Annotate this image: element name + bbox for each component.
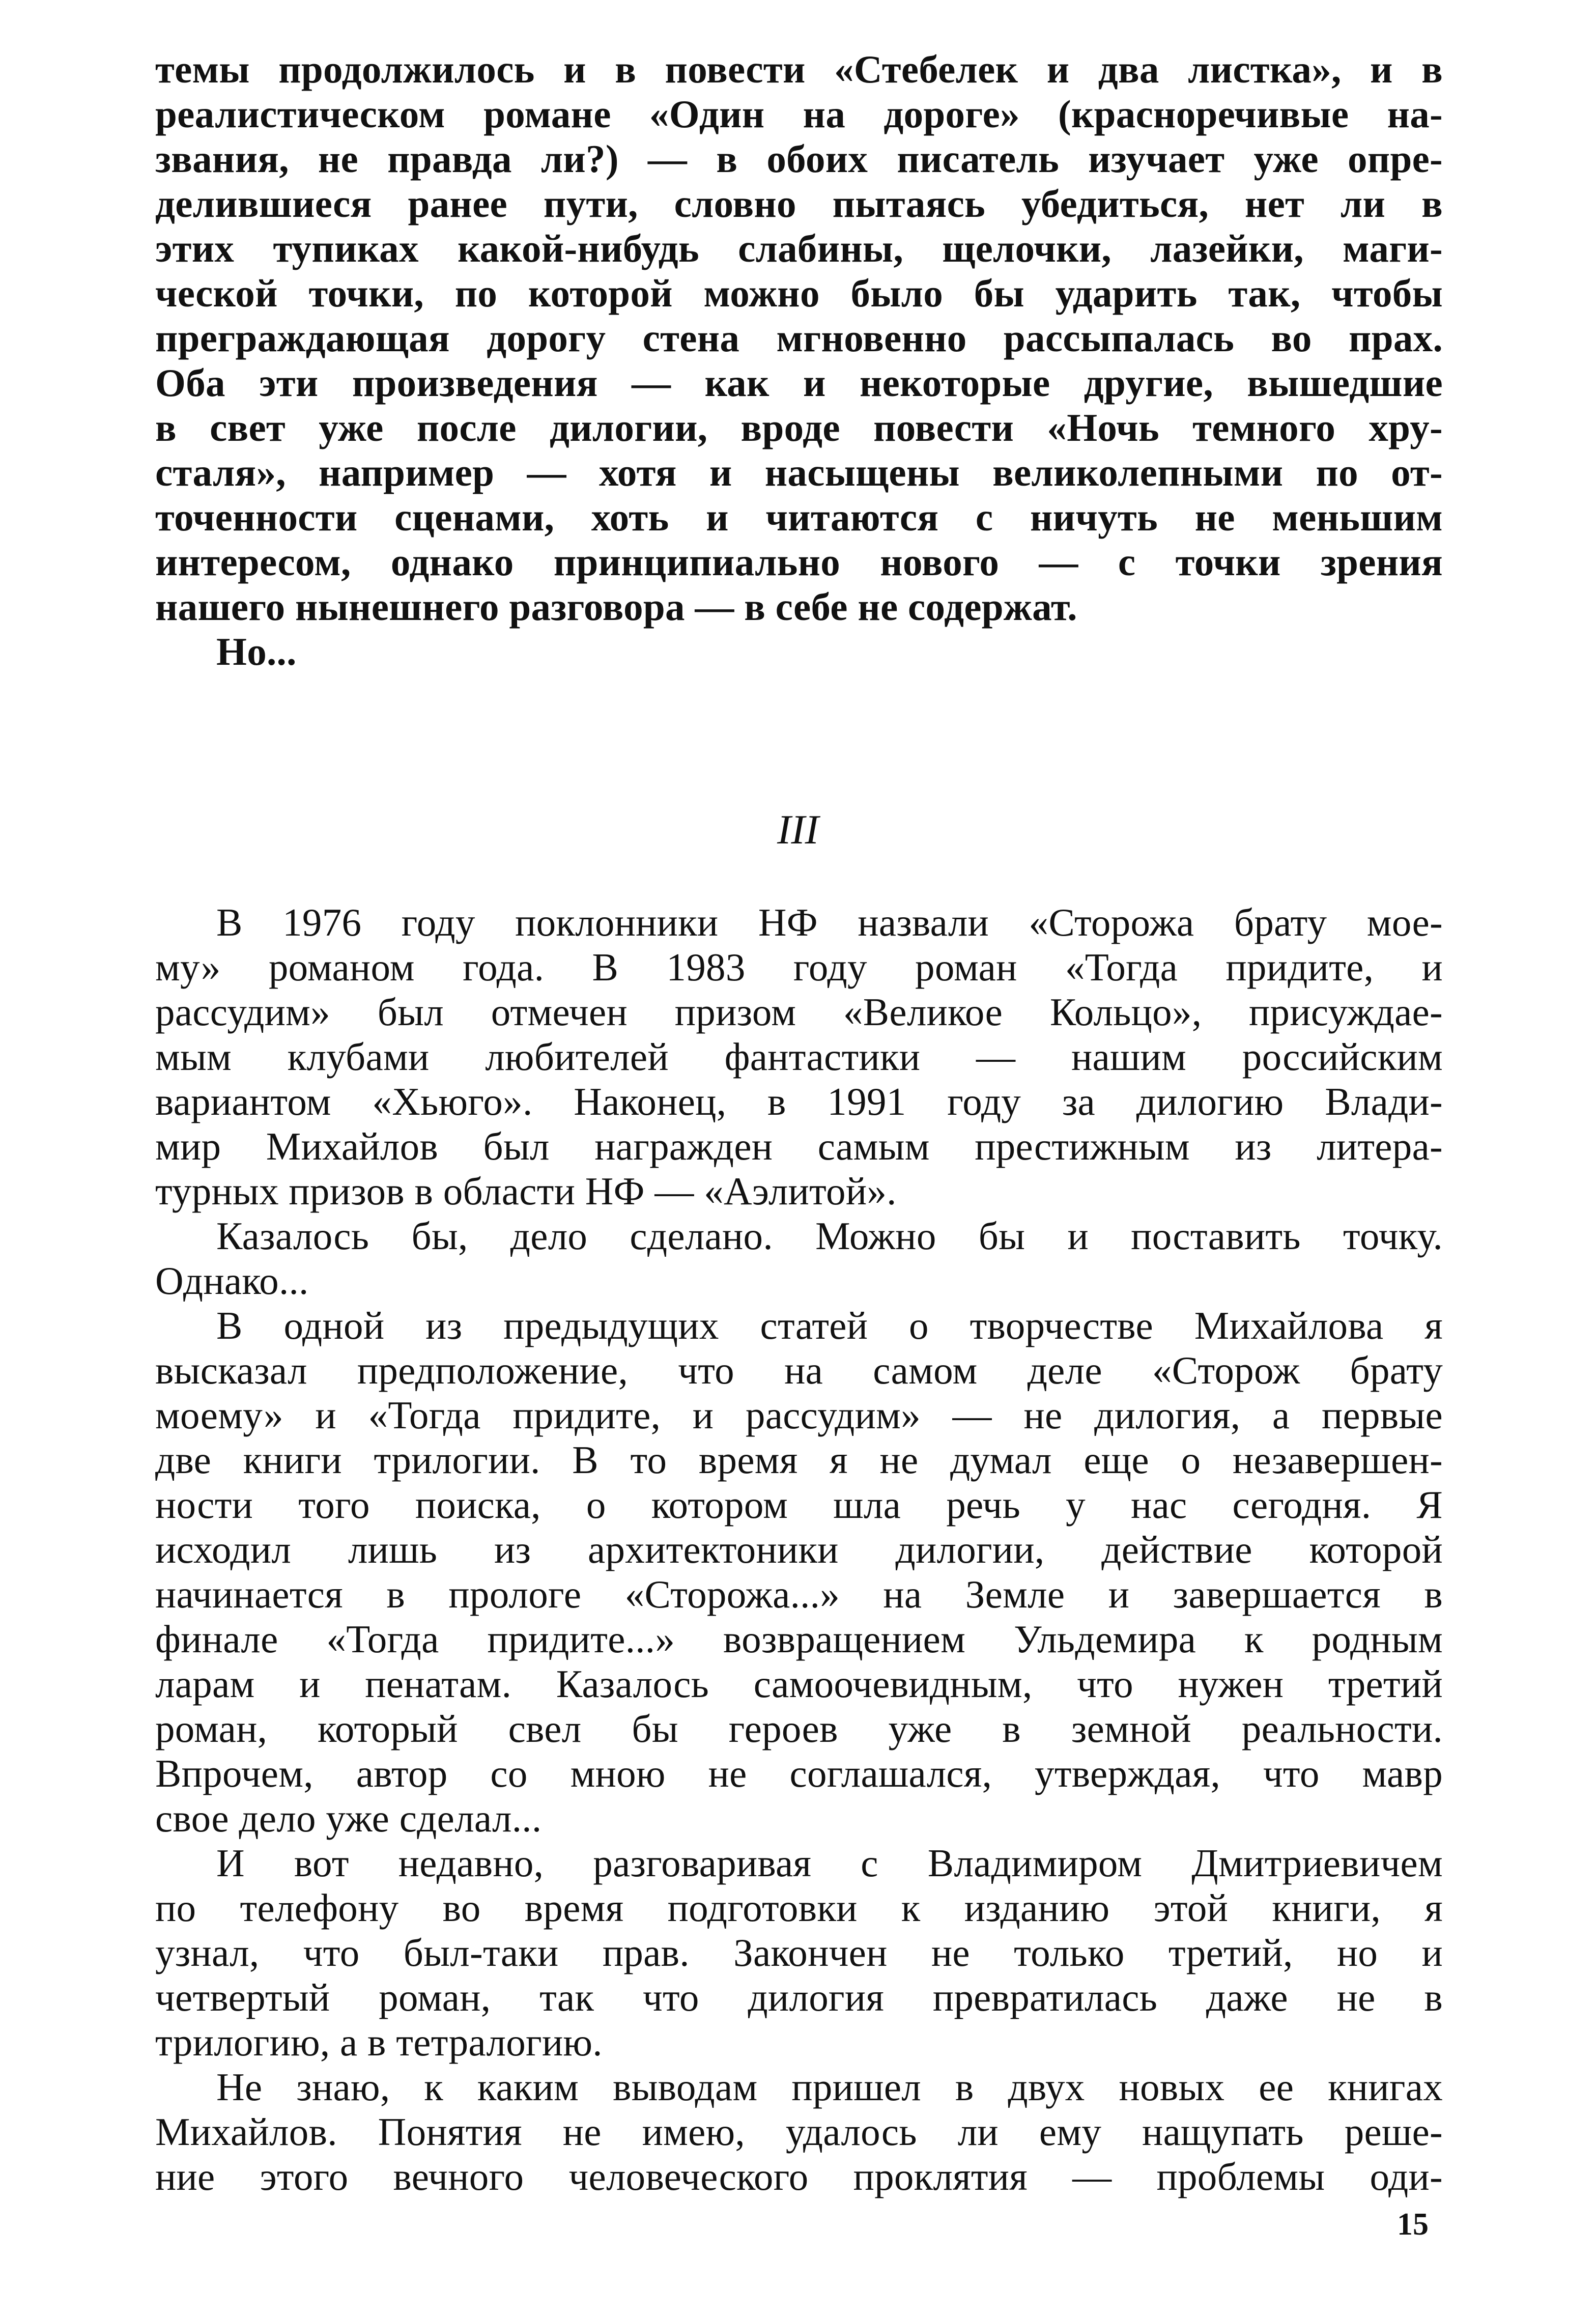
text-line: узнал, что был-таки прав. Закончен не только третий, но и	[155, 1931, 1443, 1974]
text-line: сталя», например — хотя и насыщены великолепными по от-	[155, 450, 1443, 494]
text-line: свое дело уже сделал...	[155, 1796, 542, 1840]
text-line: Михайлов. Понятия не имею, удалось ли ему нащупать реше-	[155, 2110, 1443, 2154]
text-line: четвертый роман, так что дилогия превратилась даже не в	[155, 1975, 1443, 2019]
text-line: ности того поиска, о котором шла речь у нас сегодня. Я	[155, 1483, 1443, 1527]
text-line: турных призов в области НФ — «Аэлитой».	[155, 1169, 897, 1213]
text-line: Впрочем, автор со мною не соглашался, утверждая, что мавр	[155, 1752, 1443, 1795]
text-line: делившиеся ранее пути, словно пытаясь убедиться, нет ли в	[155, 182, 1443, 225]
text-line: темы продолжилось и в повести «Стебелек и два листка», и в	[155, 47, 1443, 91]
text-line: вариантом «Хьюго». Наконец, в 1991 году за дилогию Влади-	[155, 1080, 1443, 1123]
text-line: начинается в прологе «Сторожа...» на Земле и завершается в	[155, 1572, 1443, 1616]
text-line: му» романом года. В 1983 году роман «Тогда придите, и	[155, 945, 1443, 989]
text-line: Однако...	[155, 1259, 309, 1303]
text-line: мым клубами любителей фантастики — нашим российским	[155, 1035, 1443, 1079]
text-line: две книги трилогии. В то время я не думал еще о незавершен-	[155, 1438, 1443, 1482]
text-line: реалистическом романе «Один на дороге» (красноречивые на-	[155, 92, 1443, 136]
text-line: Казалось бы, дело сделано. Можно бы и поставить точку.	[216, 1214, 1443, 1258]
text-line: Не знаю, к каким выводам пришел в двух новых ее книгах	[216, 2065, 1443, 2109]
text-line: ние этого вечного человеческого проклятия — проблемы оди-	[155, 2155, 1443, 2198]
text-line: Но...	[216, 630, 297, 673]
text-line: ческой точки, по которой можно было бы ударить так, чтобы	[155, 271, 1443, 315]
text-line: нашего нынешнего разговора — в себе не содержат.	[155, 585, 1077, 629]
text-line: И вот недавно, разговаривая с Владимиром Дмитриевичем	[216, 1841, 1443, 1885]
top-paragraph	[155, 47, 1443, 674]
text-line: в свет уже после дилогии, вроде повести «Ночь темного хру-	[155, 406, 1443, 449]
page-number: 15	[1397, 2207, 1429, 2242]
text-line: финале «Тогда придите...» возвращением Ульдемира к родным	[155, 1617, 1443, 1661]
text-line: В одной из предыдущих статей о творчестве Михайлова я	[216, 1304, 1443, 1347]
text-line: высказал предположение, что на самом деле «Сторож брату	[155, 1348, 1443, 1392]
text-line: точенности сценами, хоть и читаются с ничуть не меньшим	[155, 495, 1443, 539]
text-line: звания, не правда ли?) — в обоих писатель изучает уже опре-	[155, 137, 1443, 181]
text-line: по телефону во время подготовки к изданию этой книги, я	[155, 1886, 1443, 1930]
text-line: ларам и пенатам. Казалось самоочевидным, что нужен третий	[155, 1662, 1443, 1706]
text-line: трилогию, а в тетралогию.	[155, 2020, 603, 2064]
text-line: этих тупиках какой-нибудь слабины, щелочки, лазейки, маги-	[155, 227, 1443, 270]
text-line: моему» и «Тогда придите, и рассудим» — не дилогия, а первые	[155, 1393, 1443, 1437]
text-line: роман, который свел бы героев уже в земной реальности.	[155, 1707, 1443, 1751]
text-line: интересом, однако принципиально нового — с точки зрения	[155, 540, 1443, 584]
section-body	[155, 900, 1443, 2199]
text-line: мир Михайлов был награжден самым престижным из литера-	[155, 1124, 1443, 1168]
text-line: Оба эти произведения — как и некоторые другие, вышедшие	[155, 361, 1443, 405]
text-line: преграждающая дорогу стена мгновенно рассыпалась во прах.	[155, 316, 1443, 360]
text-line: исходил лишь из архитектоники дилогии, действие которой	[155, 1528, 1443, 1571]
text-line: рассудим» был отмечен призом «Великое Кольцо», присуждае-	[155, 990, 1443, 1034]
text-line: В 1976 году поклонники НФ назвали «Сторожа брату мое-	[216, 900, 1443, 944]
section-heading: III	[777, 806, 819, 853]
